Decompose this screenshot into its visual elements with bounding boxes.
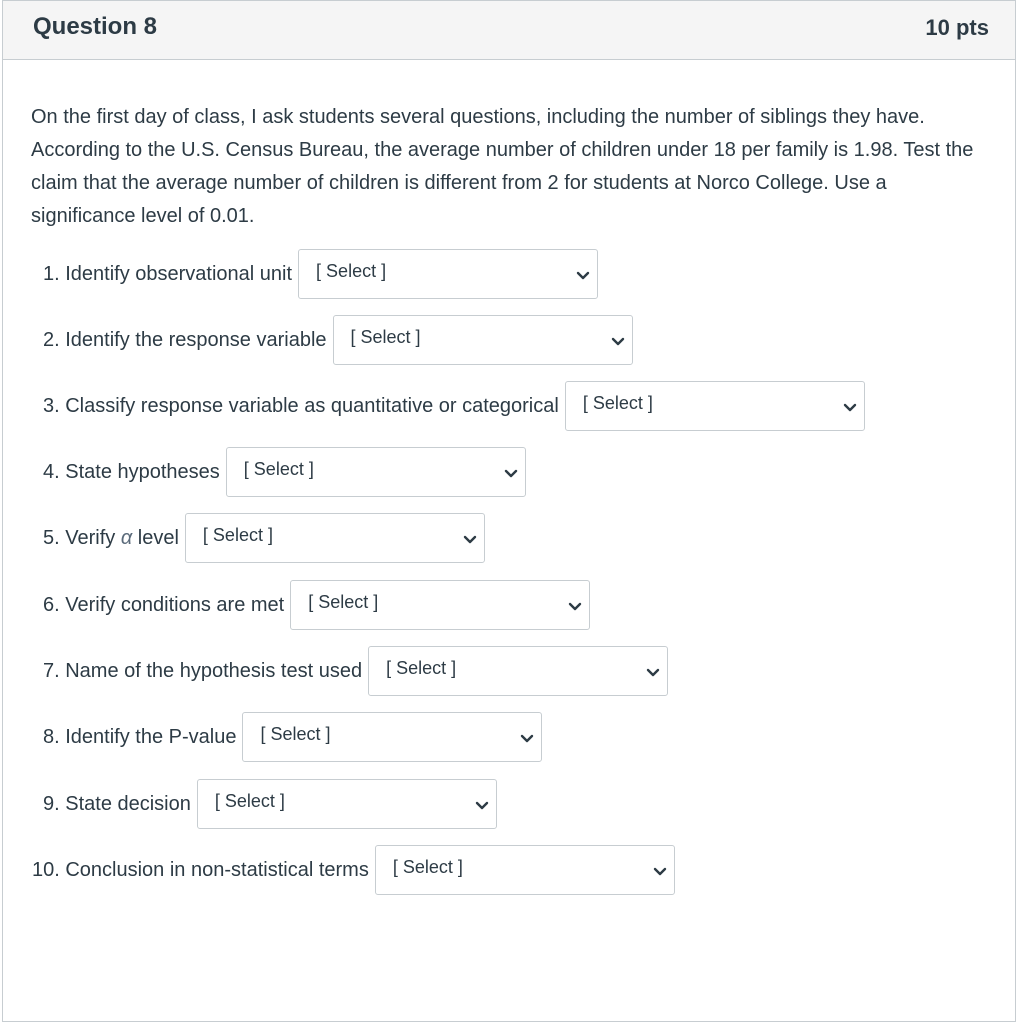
select-value: [ Select ] (392, 857, 463, 877)
answer-row-6 (43, 580, 590, 630)
select-value: [ Select ] (350, 327, 421, 347)
label-part: level (132, 526, 179, 549)
answer-select-3[interactable] (565, 381, 865, 431)
question-header (3, 1, 1015, 60)
answer-label: 1. Identify observational unit (43, 262, 293, 285)
answer-label: 2. Identify the response variable (43, 328, 327, 351)
answer-select-7[interactable] (368, 646, 668, 696)
answer-row-2 (43, 315, 633, 365)
chevron-down-icon (645, 664, 661, 680)
answer-select-5[interactable] (185, 513, 485, 563)
chevron-down-icon (474, 797, 490, 813)
answer-label: 3. Classify response variable as quantitative or categorical (43, 394, 559, 417)
select-value: [ Select ] (582, 393, 653, 413)
answer-select-8[interactable] (242, 712, 542, 762)
answer-select-9[interactable] (197, 779, 497, 829)
answer-select-2[interactable] (333, 315, 633, 365)
question-prompt: On the first day of class, I ask students several questions, including the number of siblings they have. According to the U.S. Census Bureau, the average number of children under 18 per family is 1.98. Test the claim that the average number of children is different from 2 for students at Norco College. Use a significance level of 0.01. (31, 106, 974, 227)
select-value: [ Select ] (243, 459, 314, 479)
answer-label: 10. Conclusion in non-statistical terms (32, 858, 369, 881)
chevron-down-icon (842, 399, 858, 415)
question-card (2, 0, 1016, 1022)
select-value: [ Select ] (260, 724, 331, 744)
chevron-down-icon (503, 465, 519, 481)
label-part: 5. Verify (43, 526, 121, 549)
answer-label: 9. State decision (43, 792, 191, 815)
answer-row-3 (43, 381, 865, 431)
answer-label: 6. Verify conditions are met (43, 593, 285, 616)
answer-row-1 (43, 249, 598, 299)
answer-select-4[interactable] (226, 447, 526, 497)
answer-select-6[interactable] (290, 580, 590, 630)
alpha-symbol: α (120, 526, 133, 549)
answer-label: 8. Identify the P-value (43, 725, 237, 748)
chevron-down-icon (462, 531, 478, 547)
chevron-down-icon (652, 863, 668, 879)
answer-select-1[interactable] (298, 249, 598, 299)
answer-row-5 (43, 513, 485, 563)
chevron-down-icon (610, 333, 626, 349)
chevron-down-icon (575, 267, 591, 283)
select-value: [ Select ] (214, 791, 285, 811)
chevron-down-icon (519, 730, 535, 746)
answer-row-7 (43, 646, 668, 696)
answer-label: 4. State hypotheses (43, 460, 220, 483)
answer-row-10 (32, 845, 675, 895)
question-points: 10 pts (925, 15, 989, 40)
select-value: [ Select ] (202, 525, 273, 545)
select-value: [ Select ] (316, 261, 387, 281)
answer-row-9 (43, 779, 497, 829)
chevron-down-icon (567, 598, 583, 614)
answer-row-4 (43, 447, 526, 497)
answer-label: 7. Name of the hypothesis test used (43, 659, 363, 682)
answer-label (43, 527, 179, 550)
select-value: [ Select ] (308, 592, 379, 612)
select-value: [ Select ] (386, 658, 457, 678)
answer-row-8 (43, 712, 542, 762)
question-title: Question 8 (33, 13, 158, 40)
answer-select-10[interactable] (375, 845, 675, 895)
